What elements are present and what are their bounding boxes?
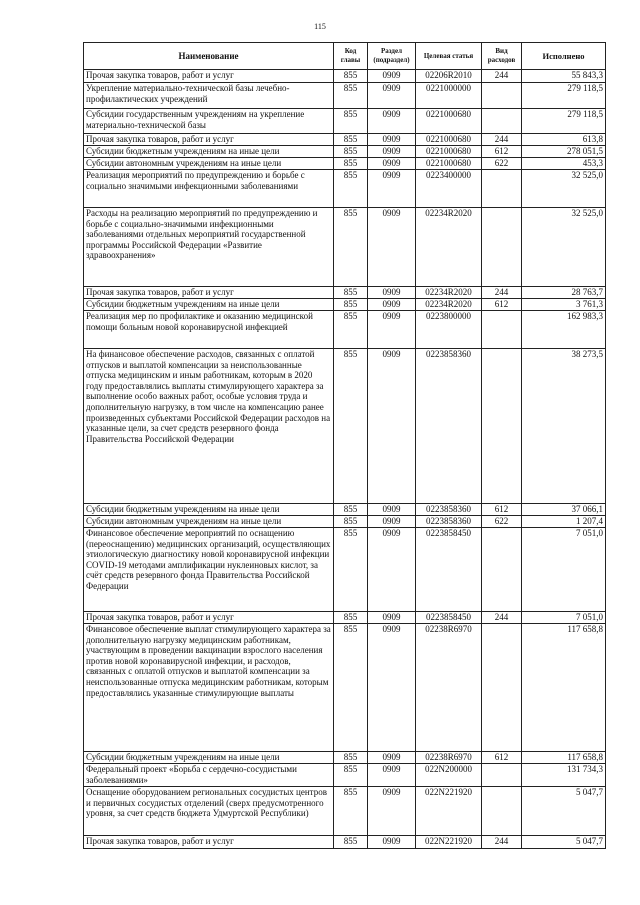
row-section: 0909: [368, 752, 416, 764]
row-target: 0221000680: [416, 158, 482, 170]
row-section: 0909: [368, 109, 416, 134]
header-chapter-code: Код главы: [334, 43, 368, 70]
table-row: [84, 504, 606, 516]
row-target: 02234R2020: [416, 287, 482, 299]
row-executed: 32 525,0: [522, 208, 606, 287]
row-section: 0909: [368, 170, 416, 208]
row-executed: 279 118,5: [522, 109, 606, 134]
row-name: Субсидии бюджетным учреждениям на иные цели: [84, 146, 334, 158]
row-chapter-code: 855: [334, 752, 368, 764]
row-name: Прочая закупка товаров, работ и услуг: [84, 836, 334, 849]
row-target: 022N200000: [416, 764, 482, 787]
row-executed: 5 047,7: [522, 787, 606, 836]
row-chapter-code: 855: [334, 624, 368, 752]
row-expense-type: 612: [482, 504, 522, 516]
row-expense-type: [482, 83, 522, 109]
table-header-row: [84, 43, 606, 70]
row-name: Расходы на реализацию мероприятий по предупреждению и борьбе с социально-значимыми инфекционными заболеваниями отдельных мероприятий государственной программы Российской Федерации «Развитие здравоохранения»: [84, 208, 334, 287]
row-name: Оснащение оборудованием региональных сосудистых центров и первичных сосудистых отделений (сверх предусмотренного уровня, за счет средств бюджета Удмуртской Республики): [84, 787, 334, 836]
row-name: Прочая закупка товаров, работ и услуг: [84, 612, 334, 624]
row-expense-type: 244: [482, 612, 522, 624]
row-target: 0223858360: [416, 516, 482, 528]
row-name: Субсидии автономным учреждениям на иные цели: [84, 158, 334, 170]
row-name: На финансовое обеспечение расходов, связанных с оплатой отпусков и выплатой компенсации за неиспользованные отпуска медицинским и иным работникам, которым в 2020 году предоставлялись выплаты стимулирующего характера за выполнение особо важных работ, особые условия труда и дополнительную нагрузку, в том числе на компенсацию ранее произведенных субъектами Российской Федерации расходов на указанные цели, за счет средств резервного фонда Правительства Российской Федерации: [84, 349, 334, 504]
header-expense-type: Вид расходов: [482, 43, 522, 70]
row-target: 0223858450: [416, 612, 482, 624]
row-name: Прочая закупка товаров, работ и услуг: [84, 134, 334, 146]
row-chapter-code: 855: [334, 504, 368, 516]
row-expense-type: 612: [482, 752, 522, 764]
row-chapter-code: 855: [334, 170, 368, 208]
row-section: 0909: [368, 299, 416, 311]
table-row: [84, 624, 606, 752]
row-target: 0223400000: [416, 170, 482, 208]
row-section: 0909: [368, 528, 416, 612]
row-executed: 117 658,8: [522, 752, 606, 764]
row-executed: 117 658,8: [522, 624, 606, 752]
row-section: 0909: [368, 624, 416, 752]
row-chapter-code: 855: [334, 787, 368, 836]
table-row: [84, 70, 606, 83]
row-chapter-code: 855: [334, 70, 368, 83]
row-chapter-code: 855: [334, 612, 368, 624]
row-executed: 28 763,7: [522, 287, 606, 299]
row-executed: 38 273,5: [522, 349, 606, 504]
row-name: Реализация мероприятий по предупреждению и борьбе с социально значимыми инфекционными заболеваниями: [84, 170, 334, 208]
row-executed: 613,8: [522, 134, 606, 146]
row-expense-type: 244: [482, 70, 522, 83]
row-name: Прочая закупка товаров, работ и услуг: [84, 70, 334, 83]
row-chapter-code: 855: [334, 516, 368, 528]
row-section: 0909: [368, 787, 416, 836]
table-row: [84, 752, 606, 764]
row-section: 0909: [368, 208, 416, 287]
row-target: 0221000680: [416, 146, 482, 158]
row-section: 0909: [368, 158, 416, 170]
row-name: Финансовое обеспечение мероприятий по оснащению (переоснащению) медицинских организаций, осуществляющих этиологическую диагностику новой коронавирусной инфекции COVID-19 методами амплификации нуклеиновых кислот, за счёт средств резервного фонда Правительства Российской Федерации: [84, 528, 334, 612]
row-name: Субсидии бюджетным учреждениям на иные цели: [84, 504, 334, 516]
row-target: 0221000680: [416, 134, 482, 146]
row-executed: 279 118,5: [522, 83, 606, 109]
row-section: 0909: [368, 612, 416, 624]
row-chapter-code: 855: [334, 764, 368, 787]
table-row: [84, 287, 606, 299]
row-chapter-code: 855: [334, 109, 368, 134]
row-target: 02238R6970: [416, 752, 482, 764]
row-name: Федеральный проект «Борьба с сердечно-сосудистыми заболеваниями»: [84, 764, 334, 787]
row-section: 0909: [368, 516, 416, 528]
row-target: 02238R6970: [416, 624, 482, 752]
row-target: 0223858450: [416, 528, 482, 612]
row-section: 0909: [368, 504, 416, 516]
row-chapter-code: 855: [334, 528, 368, 612]
header-executed: Исполнено: [522, 43, 606, 70]
row-chapter-code: 855: [334, 134, 368, 146]
table-row: [84, 764, 606, 787]
row-target: 02206R2010: [416, 70, 482, 83]
row-chapter-code: 855: [334, 158, 368, 170]
row-executed: 5 047,7: [522, 836, 606, 849]
row-name: Прочая закупка товаров, работ и услуг: [84, 287, 334, 299]
row-executed: 131 734,3: [522, 764, 606, 787]
row-expense-type: 622: [482, 516, 522, 528]
table-row: [84, 83, 606, 109]
row-chapter-code: 855: [334, 349, 368, 504]
row-name: Укрепление материально-технической базы лечебно-профилактических учреждений: [84, 83, 334, 109]
row-target: 022N221920: [416, 836, 482, 849]
row-chapter-code: 855: [334, 83, 368, 109]
row-expense-type: [482, 170, 522, 208]
row-target: 0223800000: [416, 311, 482, 349]
row-expense-type: [482, 311, 522, 349]
row-target: 02234R2020: [416, 208, 482, 287]
row-section: 0909: [368, 146, 416, 158]
row-executed: 55 843,3: [522, 70, 606, 83]
row-expense-type: 622: [482, 158, 522, 170]
row-expense-type: 244: [482, 287, 522, 299]
row-name: Субсидии государственным учреждениям на укрепление материально-технической базы: [84, 109, 334, 134]
table-row: [84, 349, 606, 504]
row-expense-type: [482, 764, 522, 787]
row-executed: 162 983,3: [522, 311, 606, 349]
row-executed: 1 207,4: [522, 516, 606, 528]
row-expense-type: 244: [482, 836, 522, 849]
row-name: Субсидии автономным учреждениям на иные цели: [84, 516, 334, 528]
row-target: 0221000680: [416, 109, 482, 134]
header-target: Целевая статья: [416, 43, 482, 70]
row-name: Реализация мер по профилактике и оказанию медицинской помощи больным новой коронавирусной инфекцией: [84, 311, 334, 349]
row-executed: 7 051,0: [522, 528, 606, 612]
row-expense-type: [482, 208, 522, 287]
table-row: [84, 134, 606, 146]
row-name: Субсидии бюджетным учреждениям на иные цели: [84, 299, 334, 311]
header-section: Раздел (подраздел): [368, 43, 416, 70]
row-expense-type: [482, 624, 522, 752]
row-target: 022N221920: [416, 787, 482, 836]
row-section: 0909: [368, 83, 416, 109]
row-expense-type: [482, 787, 522, 836]
row-executed: 37 066,1: [522, 504, 606, 516]
row-expense-type: [482, 109, 522, 134]
row-chapter-code: 855: [334, 146, 368, 158]
row-name: Субсидии бюджетным учреждениям на иные цели: [84, 752, 334, 764]
row-executed: 453,3: [522, 158, 606, 170]
row-section: 0909: [368, 70, 416, 83]
row-section: 0909: [368, 287, 416, 299]
table-row: [84, 170, 606, 208]
row-target: 0223858360: [416, 504, 482, 516]
page-number: 115: [314, 22, 326, 31]
table-row: [84, 208, 606, 287]
table-row: [84, 311, 606, 349]
table-row: [84, 612, 606, 624]
row-section: 0909: [368, 836, 416, 849]
table-row: [84, 787, 606, 836]
row-expense-type: 244: [482, 134, 522, 146]
row-expense-type: [482, 528, 522, 612]
row-executed: 7 051,0: [522, 612, 606, 624]
row-chapter-code: 855: [334, 208, 368, 287]
table-row: [84, 299, 606, 311]
header-name: Наименование: [84, 43, 334, 70]
table-row: [84, 528, 606, 612]
row-section: 0909: [368, 311, 416, 349]
row-expense-type: 612: [482, 146, 522, 158]
row-target: 0223858360: [416, 349, 482, 504]
row-section: 0909: [368, 349, 416, 504]
row-name: Финансовое обеспечение выплат стимулирующего характера за дополнительную нагрузку медицинским работникам, участвующим в проведении вакцинации взрослого населения против новой коронавирусной инфекции, и расходов, связанных с оплатой отпусков и выплатой компенсации за неиспользованные отпуска медицинским работникам, которым предоставлялись указанные стимулирующие выплаты: [84, 624, 334, 752]
table-row: [84, 836, 606, 849]
row-expense-type: [482, 349, 522, 504]
row-expense-type: 612: [482, 299, 522, 311]
table-row: [84, 146, 606, 158]
table-row: [84, 158, 606, 170]
table-row: [84, 109, 606, 134]
row-section: 0909: [368, 134, 416, 146]
table-row: [84, 516, 606, 528]
row-executed: 32 525,0: [522, 170, 606, 208]
row-chapter-code: 855: [334, 311, 368, 349]
budget-table: [83, 42, 606, 849]
row-chapter-code: 855: [334, 299, 368, 311]
row-chapter-code: 855: [334, 836, 368, 849]
row-executed: 278 051,5: [522, 146, 606, 158]
row-target: 02234R2020: [416, 299, 482, 311]
row-executed: 3 761,3: [522, 299, 606, 311]
row-chapter-code: 855: [334, 287, 368, 299]
row-target: 0221000000: [416, 83, 482, 109]
row-section: 0909: [368, 764, 416, 787]
